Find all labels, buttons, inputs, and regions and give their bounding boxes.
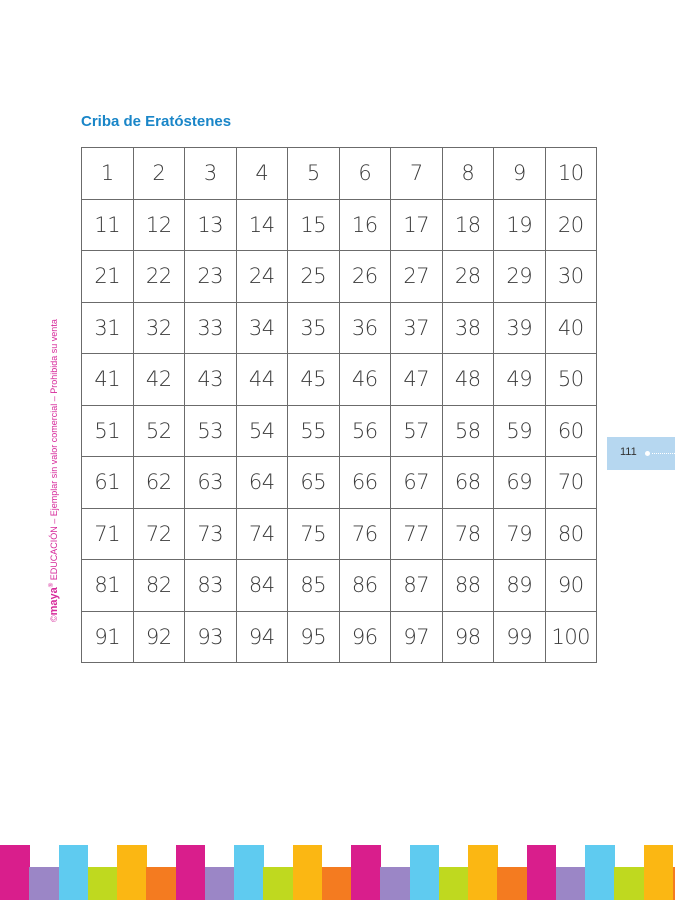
number-cell: 93 — [185, 612, 237, 664]
number-cell: 13 — [185, 200, 237, 252]
color-stripe — [556, 867, 586, 900]
number-cell: 30 — [546, 251, 598, 303]
color-stripe — [234, 845, 264, 900]
number-cell: 22 — [134, 251, 186, 303]
page-title: Criba de Eratóstenes — [81, 113, 232, 130]
number-cell: 29 — [494, 251, 546, 303]
color-stripe — [29, 867, 59, 900]
color-stripe — [410, 845, 440, 900]
number-cell: 67 — [391, 457, 443, 509]
number-cell: 62 — [134, 457, 186, 509]
number-cell: 32 — [134, 303, 186, 355]
color-stripe — [497, 867, 527, 900]
number-cell: 5 — [288, 148, 340, 200]
number-cell: 69 — [494, 457, 546, 509]
number-cell: 87 — [391, 560, 443, 612]
number-cell: 53 — [185, 406, 237, 458]
number-cell: 89 — [494, 560, 546, 612]
number-cell: 47 — [391, 354, 443, 406]
number-cell: 31 — [82, 303, 134, 355]
number-cell: 97 — [391, 612, 443, 664]
number-cell: 86 — [340, 560, 392, 612]
number-cell: 3 — [185, 148, 237, 200]
number-cell: 72 — [134, 509, 186, 561]
number-cell: 9 — [494, 148, 546, 200]
number-cell: 75 — [288, 509, 340, 561]
number-cell: 92 — [134, 612, 186, 664]
number-cell: 68 — [443, 457, 495, 509]
color-stripe — [205, 867, 235, 900]
number-cell: 20 — [546, 200, 598, 252]
tab-dotted-line — [652, 453, 675, 454]
color-stripe — [614, 867, 644, 900]
number-cell: 88 — [443, 560, 495, 612]
number-cell: 37 — [391, 303, 443, 355]
color-stripe — [380, 867, 410, 900]
number-cell: 63 — [185, 457, 237, 509]
registered-mark: ® — [49, 582, 55, 588]
decorative-stripes — [0, 845, 675, 900]
number-cell: 99 — [494, 612, 546, 664]
number-cell: 42 — [134, 354, 186, 406]
color-stripe — [585, 845, 615, 900]
number-cell: 23 — [185, 251, 237, 303]
page-number-tab — [607, 437, 675, 470]
number-cell: 78 — [443, 509, 495, 561]
number-cell: 2 — [134, 148, 186, 200]
number-cell: 66 — [340, 457, 392, 509]
number-cell: 11 — [82, 200, 134, 252]
number-cell: 40 — [546, 303, 598, 355]
number-cell: 82 — [134, 560, 186, 612]
number-cell: 57 — [391, 406, 443, 458]
copyright-notice — [48, 319, 60, 622]
number-cell: 98 — [443, 612, 495, 664]
color-stripe — [293, 845, 323, 900]
number-cell: 70 — [546, 457, 598, 509]
number-cell: 49 — [494, 354, 546, 406]
number-cell: 77 — [391, 509, 443, 561]
number-cell: 90 — [546, 560, 598, 612]
number-cell: 25 — [288, 251, 340, 303]
number-cell: 39 — [494, 303, 546, 355]
sieve-grid — [81, 147, 597, 663]
color-stripe — [527, 845, 557, 900]
number-cell: 52 — [134, 406, 186, 458]
number-cell: 61 — [82, 457, 134, 509]
number-cell: 6 — [340, 148, 392, 200]
number-cell: 4 — [237, 148, 289, 200]
number-cell: 33 — [185, 303, 237, 355]
number-cell: 18 — [443, 200, 495, 252]
brand-logo: maya — [48, 587, 60, 616]
number-cell: 54 — [237, 406, 289, 458]
color-stripe — [322, 867, 352, 900]
copyright-symbol: © — [49, 615, 59, 622]
number-cell: 84 — [237, 560, 289, 612]
number-cell: 71 — [82, 509, 134, 561]
color-stripe — [468, 845, 498, 900]
number-cell: 80 — [546, 509, 598, 561]
number-cell: 55 — [288, 406, 340, 458]
number-cell: 56 — [340, 406, 392, 458]
number-cell: 100 — [546, 612, 598, 664]
number-cell: 73 — [185, 509, 237, 561]
color-stripe — [117, 845, 147, 900]
number-cell: 16 — [340, 200, 392, 252]
number-cell: 74 — [237, 509, 289, 561]
number-cell: 27 — [391, 251, 443, 303]
number-cell: 79 — [494, 509, 546, 561]
color-stripe — [351, 845, 381, 900]
number-cell: 21 — [82, 251, 134, 303]
number-cell: 59 — [494, 406, 546, 458]
number-cell: 91 — [82, 612, 134, 664]
number-cell: 81 — [82, 560, 134, 612]
number-cell: 48 — [443, 354, 495, 406]
number-cell: 50 — [546, 354, 598, 406]
number-cell: 95 — [288, 612, 340, 664]
number-cell: 14 — [237, 200, 289, 252]
number-cell: 64 — [237, 457, 289, 509]
color-stripe — [146, 867, 176, 900]
number-cell: 58 — [443, 406, 495, 458]
color-stripe — [176, 845, 206, 900]
copyright-text: EDUCACIÓN – Ejemplar sin valor comercial – Prohibida su venta — [49, 319, 59, 581]
color-stripe — [88, 867, 118, 900]
number-cell: 76 — [340, 509, 392, 561]
number-cell: 12 — [134, 200, 186, 252]
number-cell: 60 — [546, 406, 598, 458]
number-cell: 43 — [185, 354, 237, 406]
page-number: 111 — [620, 446, 637, 458]
number-cell: 41 — [82, 354, 134, 406]
number-cell: 1 — [82, 148, 134, 200]
number-cell: 46 — [340, 354, 392, 406]
number-cell: 36 — [340, 303, 392, 355]
number-cell: 94 — [237, 612, 289, 664]
number-cell: 44 — [237, 354, 289, 406]
number-cell: 35 — [288, 303, 340, 355]
number-cell: 24 — [237, 251, 289, 303]
number-cell: 83 — [185, 560, 237, 612]
number-cell: 51 — [82, 406, 134, 458]
number-cell: 45 — [288, 354, 340, 406]
color-stripe — [0, 845, 30, 900]
number-cell: 26 — [340, 251, 392, 303]
number-cell: 17 — [391, 200, 443, 252]
number-cell: 28 — [443, 251, 495, 303]
number-cell: 8 — [443, 148, 495, 200]
number-cell: 7 — [391, 148, 443, 200]
number-cell: 34 — [237, 303, 289, 355]
tab-dot — [645, 451, 650, 456]
number-cell: 15 — [288, 200, 340, 252]
number-cell: 10 — [546, 148, 598, 200]
number-cell: 19 — [494, 200, 546, 252]
number-cell: 65 — [288, 457, 340, 509]
color-stripe — [59, 845, 89, 900]
number-cell: 85 — [288, 560, 340, 612]
color-stripe — [644, 845, 674, 900]
color-stripe — [263, 867, 293, 900]
number-cell: 96 — [340, 612, 392, 664]
color-stripe — [439, 867, 469, 900]
number-cell: 38 — [443, 303, 495, 355]
